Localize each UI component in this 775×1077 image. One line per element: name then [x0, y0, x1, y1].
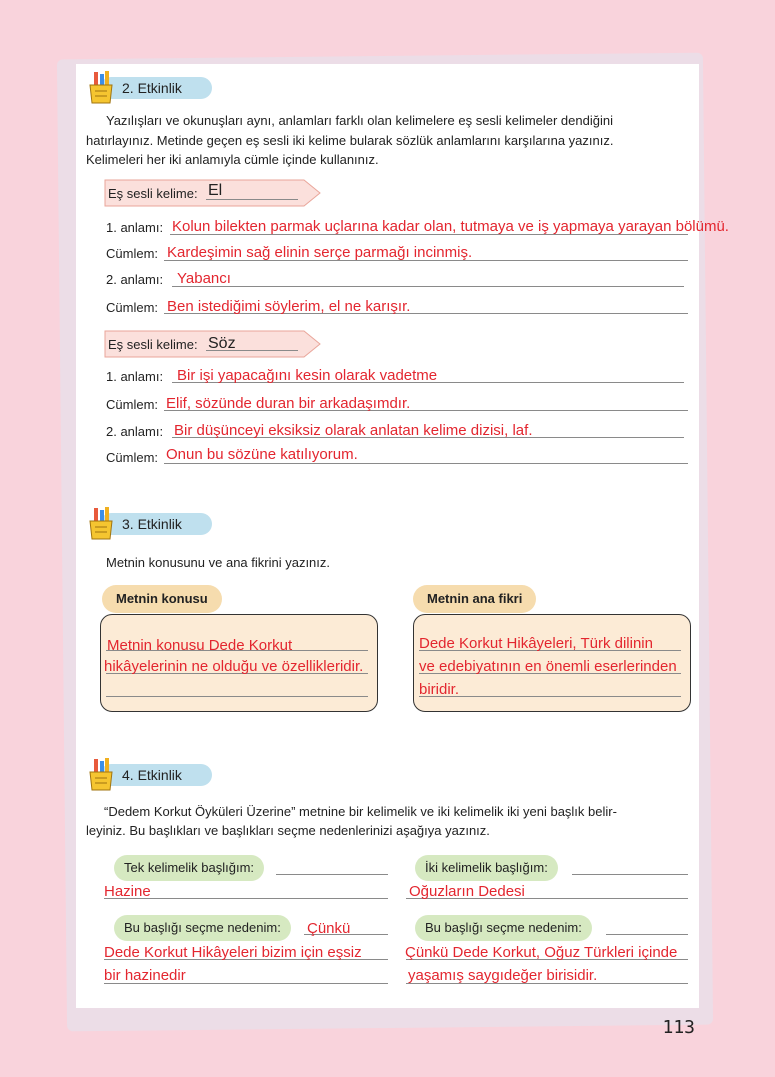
word1-sentence-2: Ben istediğimi söylerim, el ne karışır. — [167, 298, 411, 315]
main-idea-line-1: Dede Korkut Hikâyeleri, Türk dilinin — [419, 635, 653, 652]
meaning-2-label: 2. anlamı: — [106, 424, 164, 439]
activity-2-badge — [86, 71, 216, 105]
homonym-label-1: Eş sesli kelime: — [108, 186, 198, 201]
answer-line — [206, 199, 298, 200]
word2-meaning-2: Bir düşünceyi eksiksiz olarak anlatan kelime dizisi, laf. — [174, 422, 533, 439]
word1-sentence-1: Kardeşimin sağ elinin serçe parmağı incinmiş. — [167, 244, 473, 261]
main-idea-line-2: ve edebiyatının en önemli eserlerinden — [419, 658, 677, 675]
reason-2-line-2: yaşamış saygıdeğer birisidir. — [408, 967, 598, 984]
pencil-cup-icon — [86, 758, 116, 792]
two-word-title-label: İki kelimelik başlığım: — [415, 855, 558, 881]
two-word-title-answer: Oğuzların Dedesi — [409, 883, 525, 900]
one-word-title-label: Tek kelimelik başlığım: — [114, 855, 264, 881]
answer-line — [572, 874, 688, 875]
reason-1-line-1: Çünkü — [307, 920, 351, 937]
answer-line — [106, 696, 368, 697]
activity-2-instruction-1: Yazılışları ve okunuşları aynı, anlamları farklı olan kelimelere eş sesli kelimeler dendiğini — [106, 113, 613, 128]
reason-label-2: Bu başlığı seçme nedenim: — [415, 915, 592, 941]
answer-line — [172, 286, 684, 287]
sentence-label: Cümlem: — [106, 397, 159, 412]
activity-4-title: 4. Etkinlik — [122, 767, 182, 783]
topic-answer-line-1: Metnin konusu Dede Korkut — [107, 637, 293, 654]
word2-sentence-2: Onun bu sözüne katılıyorum. — [166, 446, 358, 463]
activity-4-badge — [86, 758, 216, 792]
activity-2-title: 2. Etkinlik — [122, 80, 182, 96]
activity-3-badge — [86, 507, 216, 541]
homonym-label-2: Eş sesli kelime: — [108, 337, 198, 352]
answer-line — [276, 874, 388, 875]
activity-2-instruction-2: hatırlayınız. Metinde geçen eş sesli iki kelime bularak sözlük anlamlarını karşılarına yazınız. — [86, 133, 614, 148]
word1-meaning-1: Kolun bilekten parmak uçlarına kadar olan, tutmaya ve iş yapmaya yarayan bölümü. — [172, 218, 729, 235]
topic-label: Metnin konusu — [102, 585, 222, 613]
reason-label-1: Bu başlığı seçme nedenim: — [114, 915, 291, 941]
activity-4-instruction-1: “Dedem Korkut Öyküleri Üzerine” metnine bir kelimelik ve iki kelimelik iki yeni başlık belir- — [104, 804, 617, 819]
answer-line — [606, 934, 688, 935]
homonym-word-1: El — [208, 182, 223, 199]
main-idea-line-3: biridir. — [419, 681, 460, 698]
topic-answer-line-2: hikâyelerinin ne olduğu ve özellikleridir. — [104, 658, 364, 675]
sentence-label: Cümlem: — [106, 450, 159, 465]
sentence-label: Cümlem: — [106, 246, 159, 261]
activity-3-instruction: Metnin konusunu ve ana fikrini yazınız. — [106, 555, 331, 570]
activity-3-title: 3. Etkinlik — [122, 516, 182, 532]
word2-meaning-1: Bir işi yapacağını kesin olarak vadetme — [177, 367, 438, 384]
reason-2-line-1: Çünkü Dede Korkut, Oğuz Türkleri içinde — [405, 944, 678, 961]
meaning-1-label: 1. anlamı: — [106, 369, 164, 384]
pencil-cup-icon — [86, 71, 116, 105]
pencil-cup-icon — [86, 507, 116, 541]
reason-1-line-3: bir hazinedir — [104, 967, 186, 984]
one-word-title-answer: Hazine — [104, 883, 151, 900]
meaning-2-label: 2. anlamı: — [106, 272, 164, 287]
sentence-label: Cümlem: — [106, 300, 159, 315]
meaning-1-label: 1. anlamı: — [106, 220, 164, 235]
activity-2-instruction-3: Kelimeleri her iki anlamıyla cümle içinde kullanınız. — [86, 152, 379, 167]
activity-4-instruction-2: leyiniz. Bu başlıkları ve başlıkları seçme nedenlerinizi aşağıya yazınız. — [86, 823, 490, 838]
page-number: 113 — [662, 1017, 695, 1038]
word1-meaning-2: Yabancı — [177, 270, 231, 287]
word2-sentence-1: Elif, sözünde duran bir arkadaşımdır. — [166, 395, 411, 412]
reason-1-line-2: Dede Korkut Hikâyeleri bizim için eşsiz — [104, 944, 362, 961]
homonym-word-2: Söz — [208, 335, 236, 352]
answer-line — [206, 350, 298, 351]
main-idea-label: Metnin ana fikri — [413, 585, 536, 613]
